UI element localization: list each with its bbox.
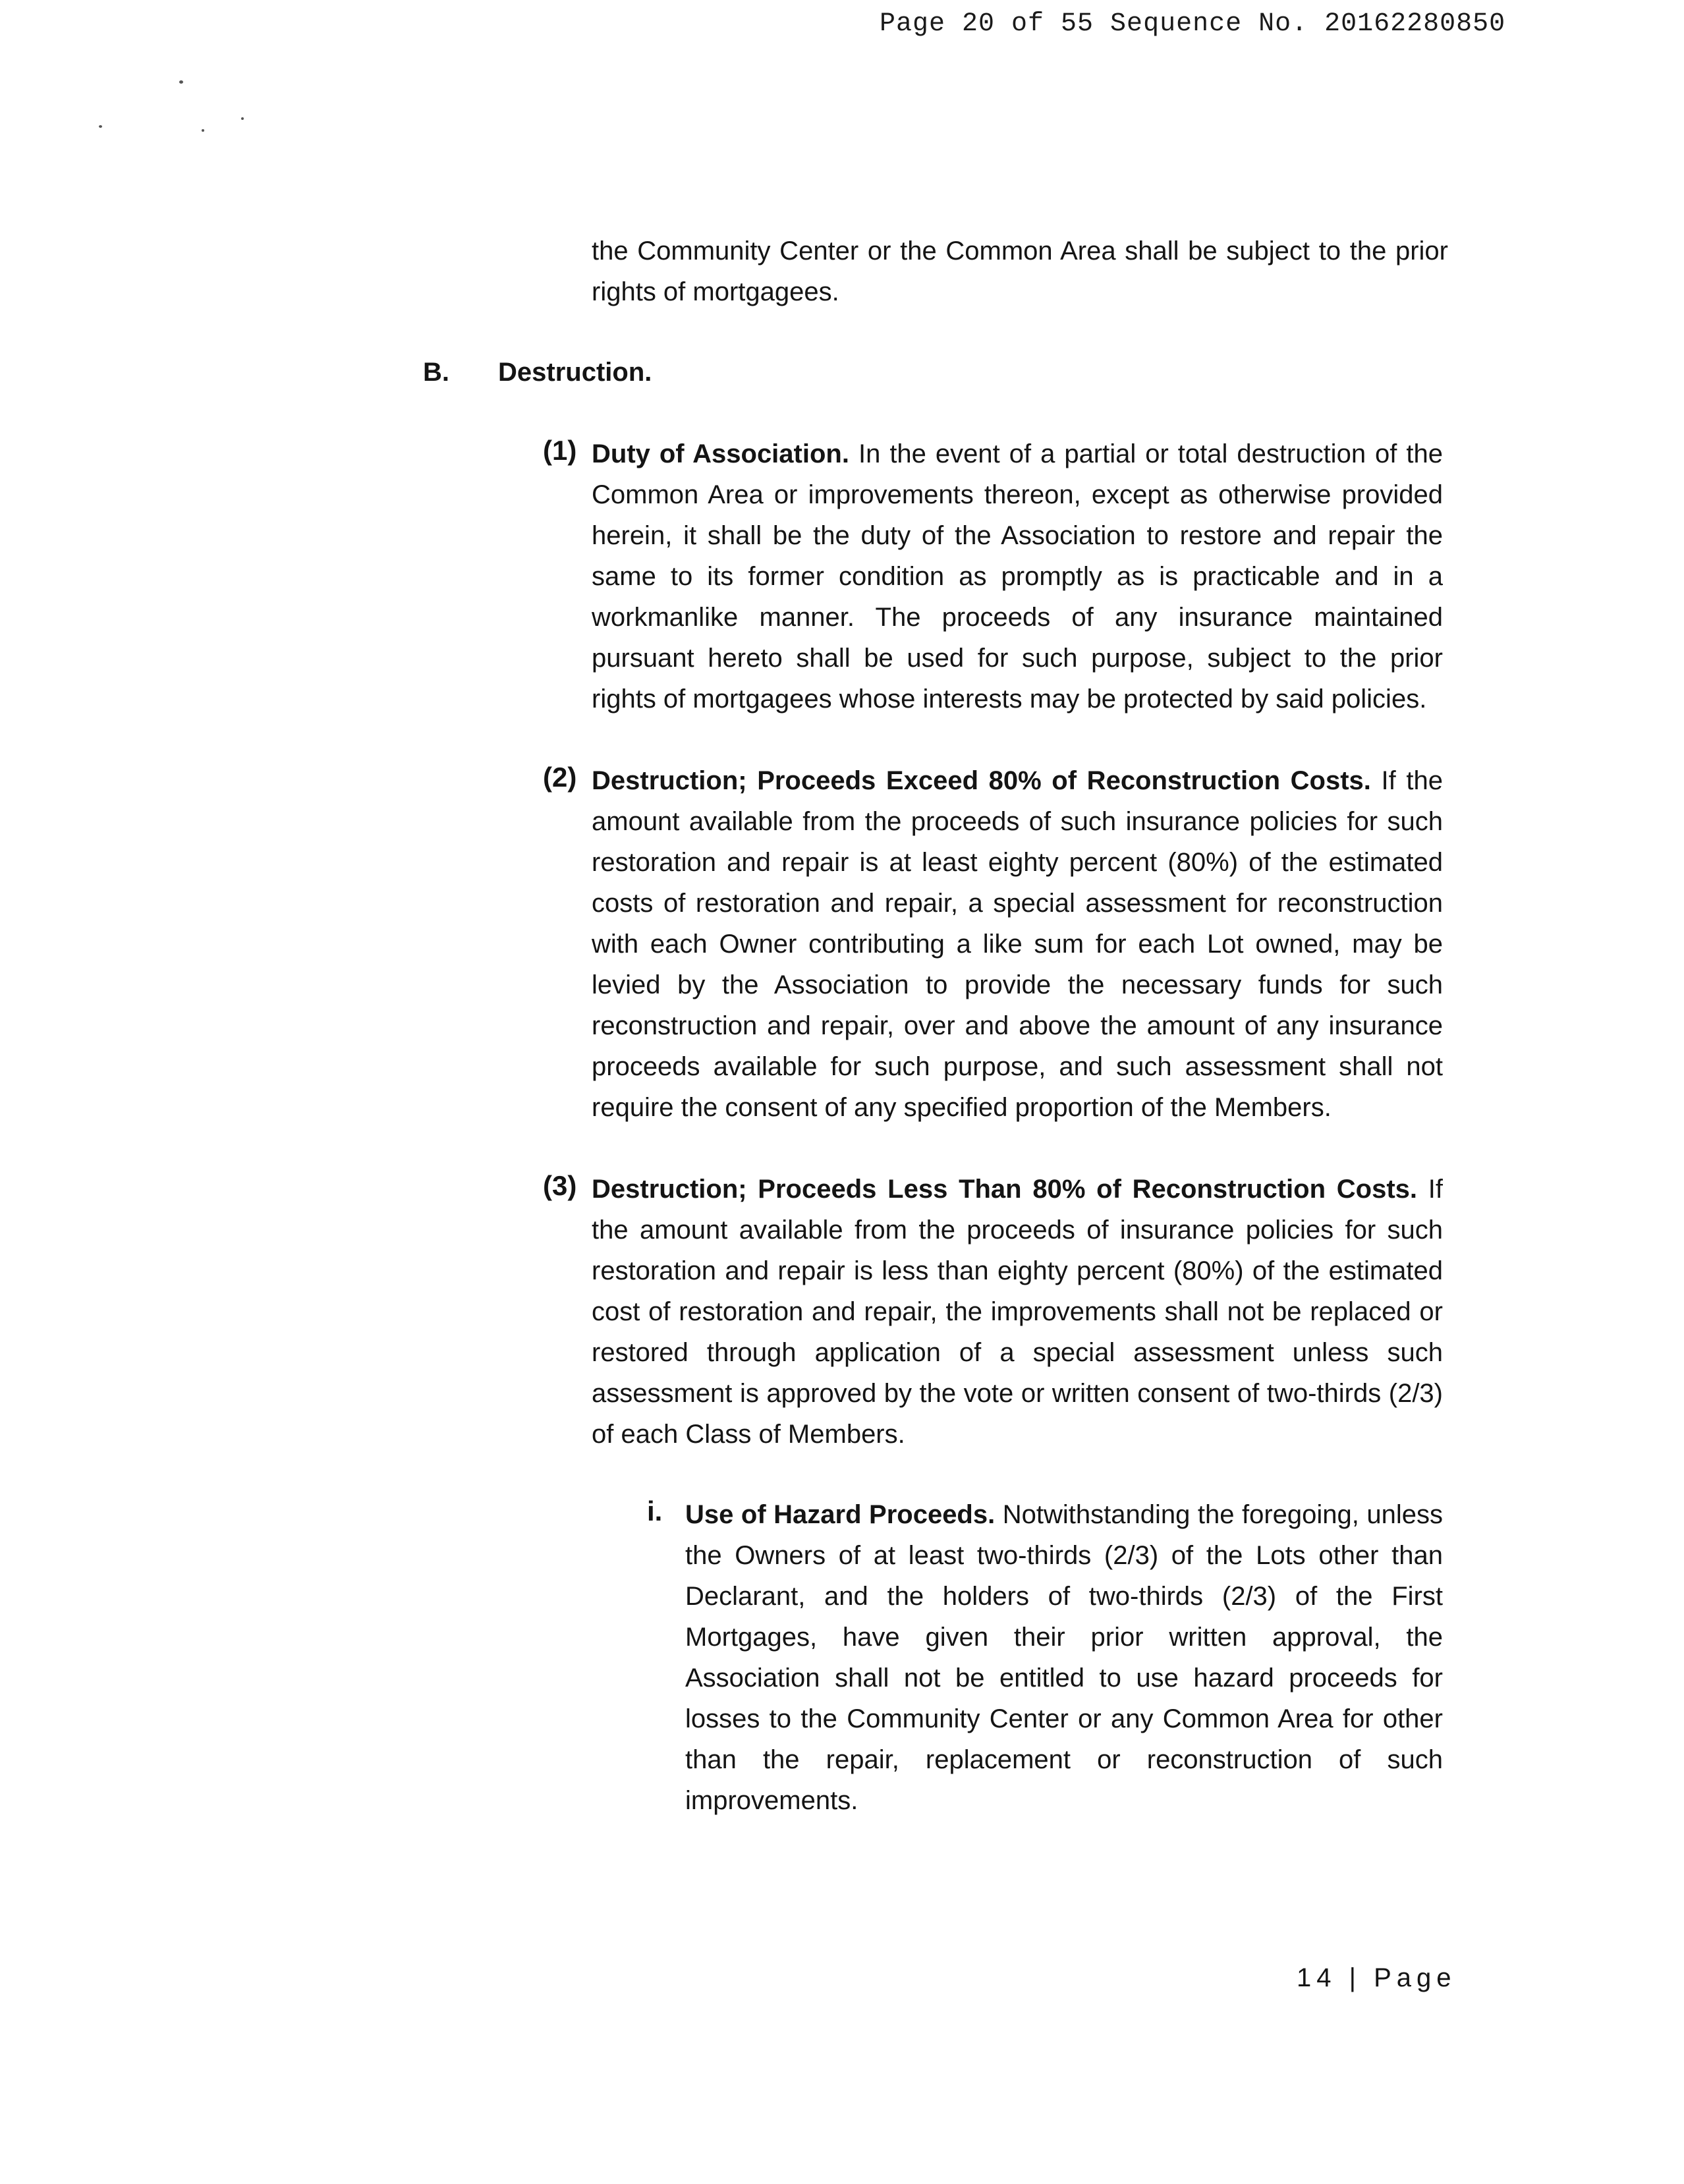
subitem-i-heading: Use of Hazard Proceeds.	[685, 1500, 996, 1529]
item-2-paragraph	[592, 760, 1443, 1128]
section-b-letter: B.	[423, 358, 449, 387]
intro-paragraph: the Community Center or the Common Area shall be subject to the prior rights of mortgagees.	[592, 237, 1448, 306]
item-2-number: (2)	[543, 762, 577, 793]
item-3-body: If the amount available from the proceeds of insurance policies for such restoration and repair is less than eighty percent (80%) of the estimated cost of restoration and repair, the improvements shall not be replaced or restored through application of a special assessment unless such assessment is approved by the vote or written consent of two-thirds (2/3) of each Class of Members.	[592, 1175, 1443, 1449]
item-2-heading: Destruction; Proceeds Exceed 80% of Reconstruction Costs.	[592, 766, 1371, 795]
item-1-paragraph	[592, 434, 1443, 719]
item-3-number: (3)	[543, 1170, 577, 1201]
page-sequence-header: Page 20 of 55 Sequence No. 20162280850	[880, 9, 1506, 39]
scan-speck	[99, 125, 102, 128]
scan-speck	[202, 129, 204, 132]
item-2-body: If the amount available from the proceeds of such insurance policies for such restoration and repair is at least eighty percent (80%) of the estimated costs of restoration and repair, a special assessment for reconstruction with each Owner contributing a like sum for each Lot owned, may be levied by the Association to provide the necessary funds for such reconstruction and repair, over and above the amount of any insurance proceeds available for such purpose, and such assessment shall not require the consent of any specified proportion of the Members.	[592, 766, 1443, 1122]
item-1-body: In the event of a partial or total destruction of the Common Area or improvements thereon, except as otherwise provided herein, it shall be the duty of the Association to restore and repair the same to its former condition as promptly as is practicable and in a workmanlike manner. The proceeds of any insurance maintained pursuant hereto shall be used for such purpose, subject to the prior rights of mortgagees whose interests may be protected by said policies.	[592, 439, 1443, 714]
subitem-i-body: Notwithstanding the foregoing, unless the Owners of at least two-thirds (2/3) of the Lots other than Declarant, and the holders of two-thirds (2/3) of the First Mortgages, have given their prior written approval, the Association shall not be entitled to use hazard proceeds for losses to the Community Center or any Common Area for other than the repair, replacement or reconstruction of such improvements.	[685, 1500, 1444, 1815]
item-1-number: (1)	[543, 435, 577, 466]
subitem-i-paragraph	[685, 1494, 1443, 1821]
item-1-heading: Duty of Association.	[592, 439, 849, 468]
section-b-title: Destruction.	[498, 358, 652, 387]
page-number-footer: 14 | Page	[1297, 1963, 1457, 1992]
subitem-i-number: i.	[647, 1496, 663, 1526]
scan-speck	[241, 117, 244, 120]
item-3-paragraph	[592, 1169, 1443, 1455]
item-3-heading: Destruction; Proceeds Less Than 80% of Reconstruction Costs.	[592, 1175, 1418, 1204]
scan-speck	[179, 80, 183, 84]
